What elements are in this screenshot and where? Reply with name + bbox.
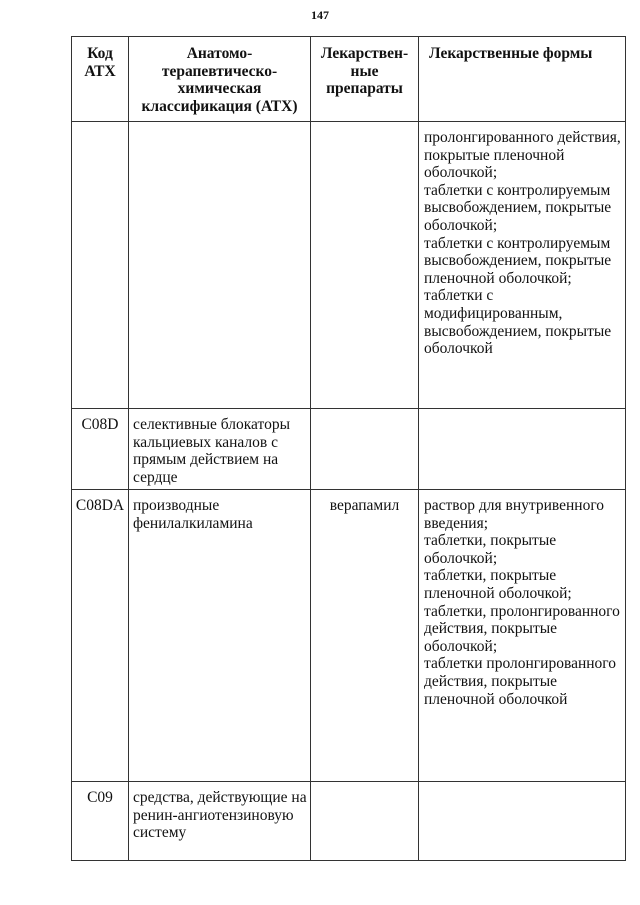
table-row (72, 490, 626, 782)
atc-table (71, 36, 626, 861)
row-forms (419, 409, 626, 490)
row-code: C08D (72, 409, 129, 490)
table-row (72, 122, 626, 409)
row-preparation (311, 409, 419, 490)
row-classification: селективные блокаторы кальциевых каналов с прямым действием на сердце (129, 409, 311, 490)
row-classification: средства, действующие на ренин-ангиотензиновую систему (129, 782, 311, 861)
table-header-row (72, 37, 626, 122)
header-code: Код АТХ (72, 37, 129, 122)
row-preparation (311, 782, 419, 861)
row-code: C08DA (72, 490, 129, 782)
row-forms (419, 782, 626, 861)
table-row (72, 409, 626, 490)
page-number: 147 (311, 8, 329, 22)
header-classification: Анатомо-терапевтическо-химическая классификация (АТХ) (129, 37, 311, 122)
row-preparation (311, 122, 419, 409)
row-code (72, 122, 129, 409)
row-code: C09 (72, 782, 129, 861)
row-classification: производные фенилалкиламина (129, 490, 311, 782)
table-row (72, 782, 626, 861)
row-forms: раствор для внутривенного введения; таблетки, покрытые оболочкой; таблетки, покрытые пленочной оболочкой; таблетки, пролонгированного действия, покрытые оболочкой; таблетки пролонгированного действия, покрытые пленочной оболочкой (419, 490, 626, 782)
row-classification (129, 122, 311, 409)
header-forms: Лекарственные формы (419, 37, 626, 122)
header-preparations: Лекарствен-ные препараты (311, 37, 419, 122)
row-preparation: верапамил (311, 490, 419, 782)
row-forms: пролонгированного действия, покрытые пленочной оболочкой; таблетки с контролируемым высвобождением, покрытые оболочкой; таблетки с контролируемым высвобождением, покрытые пленочной оболочкой; таблетки с модифицированным, высвобождением, покрытые оболочкой (419, 122, 626, 409)
